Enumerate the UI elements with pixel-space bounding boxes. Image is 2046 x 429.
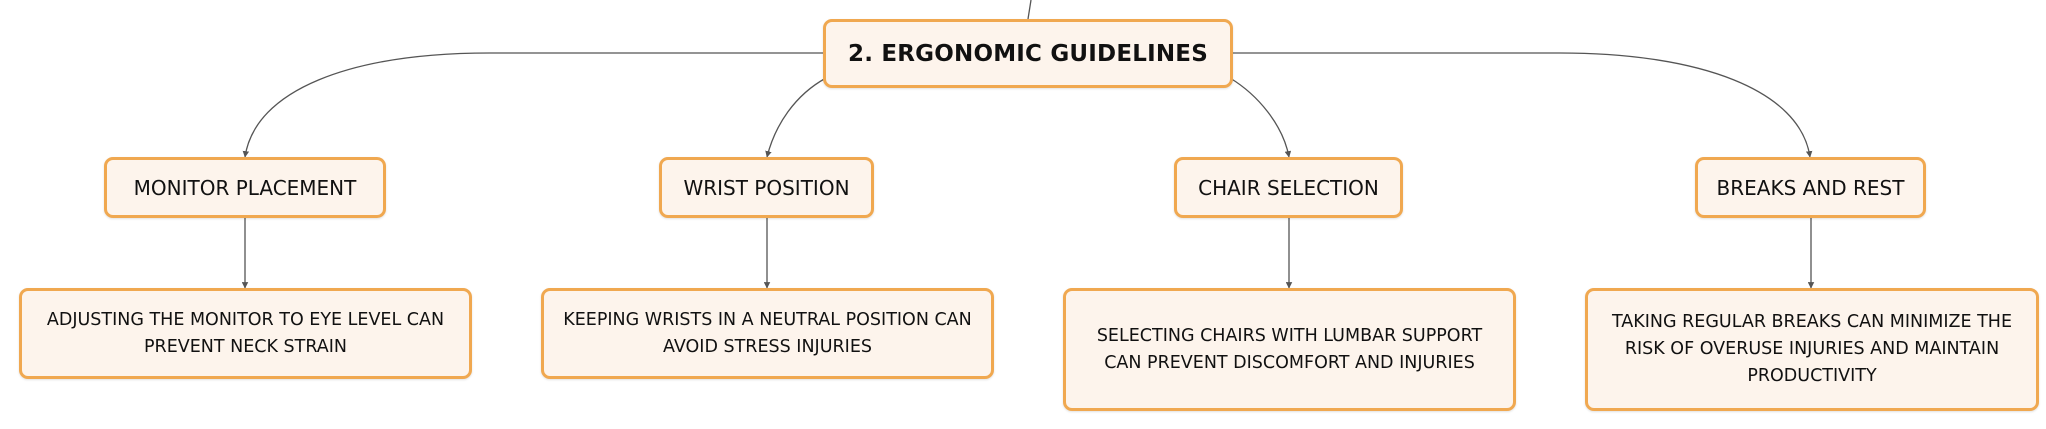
- connector-root-to-topic-4: [1233, 53, 1810, 157]
- root-node-label: 2. ERGONOMIC GUIDELINES: [848, 40, 1208, 67]
- topic-node-monitor-placement[interactable]: [104, 157, 386, 218]
- detail-text: TAKING REGULAR BREAKS CAN MINIMIZE THE RISK OF OVERUSE INJURIES AND MAINTAIN PRODUCTIVITY: [1611, 312, 2013, 386]
- topic-node-wrist-position[interactable]: [659, 157, 874, 218]
- root-node[interactable]: [823, 19, 1233, 88]
- connector-from-parent: [1028, 0, 1031, 19]
- topic-node-breaks-and-rest[interactable]: [1695, 157, 1926, 218]
- topic-label: MONITOR PLACEMENT: [133, 175, 357, 200]
- detail-node-breaks-and-rest[interactable]: [1585, 288, 2039, 411]
- detail-text: KEEPING WRISTS IN A NEUTRAL POSITION CAN AVOID STRESS INJURIES: [563, 309, 972, 357]
- detail-node-chair-selection[interactable]: [1063, 288, 1516, 411]
- detail-text: ADJUSTING THE MONITOR TO EYE LEVEL CAN PREVENT NECK STRAIN: [46, 309, 445, 357]
- topic-label: WRIST POSITION: [683, 175, 850, 200]
- connector-root-to-topic-1: [245, 53, 823, 157]
- topic-label: CHAIR SELECTION: [1198, 175, 1379, 200]
- detail-text: SELECTING CHAIRS WITH LUMBAR SUPPORT CAN PREVENT DISCOMFORT AND INJURIES: [1096, 325, 1483, 373]
- detail-node-wrist-position[interactable]: [541, 288, 994, 379]
- connector-root-to-topic-3: [1230, 78, 1289, 157]
- detail-node-monitor-placement[interactable]: [19, 288, 472, 379]
- topic-label: BREAKS AND REST: [1716, 175, 1905, 200]
- connector-root-to-topic-2: [767, 78, 826, 157]
- topic-node-chair-selection[interactable]: [1174, 157, 1403, 218]
